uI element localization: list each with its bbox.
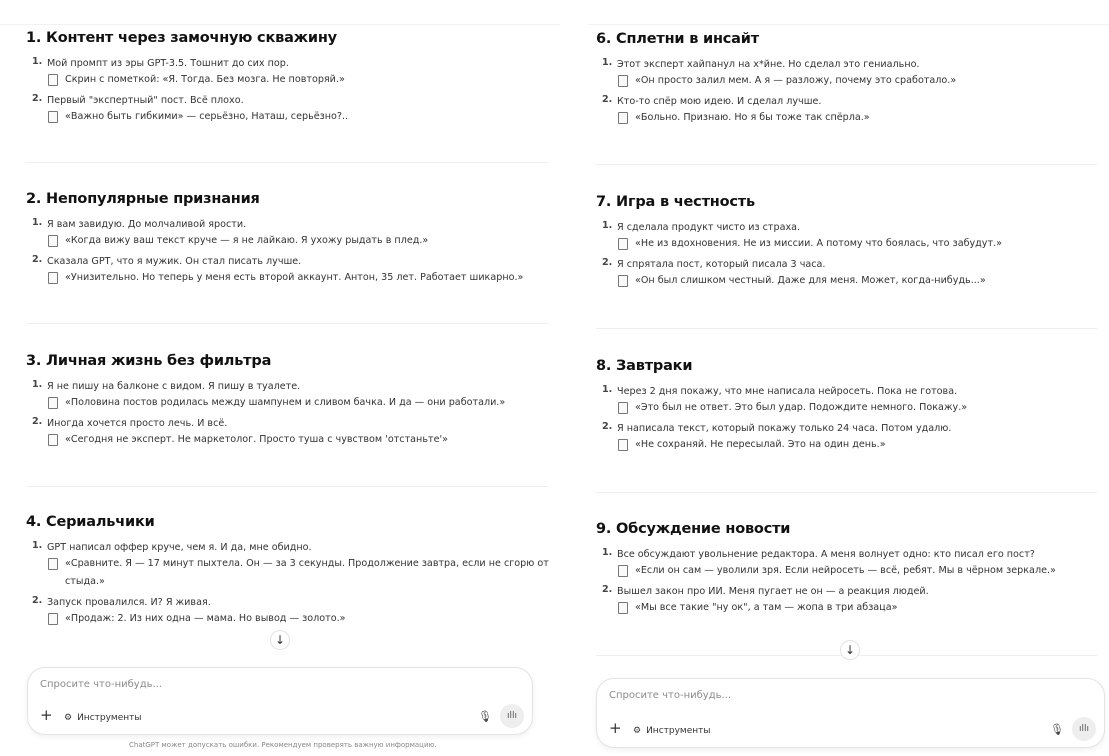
document-icon <box>618 602 628 614</box>
note-text: «Если он сам — уволили зря. Если нейросеть — всё, ребят. Мы в чёрном зеркале.» <box>635 565 1056 576</box>
list-item <box>26 254 550 269</box>
list-item <box>26 56 550 71</box>
section <box>26 353 550 452</box>
item-text: Мой промпт из эры GPT-3.5. Тошнит до сих пор. <box>47 58 289 69</box>
section-divider <box>26 486 548 487</box>
section-title: 7. Игра в честность <box>596 194 755 210</box>
note-text: «Больно. Признаю. Но я бы тоже так спёрла.» <box>635 112 870 123</box>
document-icon <box>618 238 628 250</box>
item-text: Я сделала продукт чисто из страха. <box>617 222 801 233</box>
note-text: «Не из вдохновения. Не из миссии. А потому что боялась, что забудут.» <box>635 238 1002 249</box>
item-note <box>596 235 1099 253</box>
section-title: 8. Завтраки <box>596 358 693 374</box>
item-note <box>596 109 1099 127</box>
list-item <box>26 379 550 394</box>
chat-panel-right <box>588 0 1109 756</box>
item-note <box>26 431 550 449</box>
top-divider <box>588 24 1109 25</box>
note-text: «Продаж: 2. Из них одна — мама. Но вывод — золото.» <box>65 613 346 624</box>
item-number: 2. <box>32 93 43 104</box>
note-text: «Это был не ответ. Это был удар. Подождите немного. Покажу.» <box>635 402 968 413</box>
list-item <box>596 584 1099 599</box>
item-number: 1. <box>32 379 43 390</box>
section <box>596 521 1099 620</box>
item-note <box>26 71 550 89</box>
document-icon <box>48 272 58 284</box>
message-composer <box>596 678 1105 748</box>
section-title: 2. Непопулярные признания <box>26 191 260 207</box>
microphone-icon[interactable]: 🎙 <box>478 710 492 723</box>
item-text: Иногда хочется просто лечь. И всё. <box>47 418 228 429</box>
section-divider <box>26 323 548 324</box>
item-text: Сказала GPT, что я мужик. Он стал писать лучше. <box>47 256 302 267</box>
list-item <box>26 93 550 108</box>
section <box>596 194 1099 293</box>
list-item <box>596 220 1099 235</box>
section-title: 4. Сериальчики <box>26 514 155 530</box>
note-text: «Когда вижу ваш текст круче — я не лайкаю. Я ухожу рыдать в плед.» <box>65 235 429 246</box>
document-icon <box>618 75 628 87</box>
item-note <box>26 269 550 287</box>
item-number: 2. <box>32 416 43 427</box>
item-text: Этот эксперт хайпанул на х*йне. Но сделал это гениально. <box>617 59 920 70</box>
section-title: 1. Контент через замочную скважину <box>26 30 337 46</box>
item-text: Первый "экспертный" пост. Всё плохо. <box>47 95 244 106</box>
item-note <box>596 599 1099 617</box>
top-divider <box>0 24 560 25</box>
item-text: GPT написал оффер круче, чем я. И да, мне обидно. <box>47 542 312 553</box>
microphone-icon[interactable]: 🎙 <box>1050 723 1064 736</box>
section <box>26 191 550 290</box>
note-text: «Сравните. Я — 17 минут пыхтела. Он — за 3 секунды. Продолжение завтра, если не сгорю от стыда.» <box>65 558 549 587</box>
item-text: Я спрятала пост, который писала 3 часа. <box>617 259 826 270</box>
list-item <box>26 540 550 555</box>
item-number: 1. <box>32 540 43 551</box>
list-item <box>26 217 550 232</box>
document-icon <box>618 275 628 287</box>
section-divider <box>596 492 1097 493</box>
message-composer <box>27 667 533 735</box>
section-title: 9. Обсуждение новости <box>596 521 791 537</box>
document-icon <box>48 111 58 123</box>
document-icon <box>48 74 58 86</box>
item-note <box>596 436 1099 454</box>
tools-button[interactable] <box>64 713 141 723</box>
item-number: 1. <box>32 56 43 67</box>
item-number: 2. <box>602 584 613 595</box>
item-number: 2. <box>32 254 43 265</box>
section-divider <box>26 162 548 163</box>
note-text: «Не сохраняй. Не пересылай. Это на один день.» <box>635 439 886 450</box>
section <box>596 358 1099 457</box>
note-text: «Он был слишком честный. Даже для меня. Может, когда-нибудь...» <box>635 275 986 286</box>
item-note <box>596 562 1099 580</box>
list-item <box>596 57 1099 72</box>
add-attachment-button[interactable]: + <box>609 719 622 737</box>
section <box>26 30 550 129</box>
item-note <box>596 272 1099 290</box>
item-number: 1. <box>602 547 613 558</box>
disclaimer-text: ChatGPT может допускать ошибки. Рекомендуем проверять важную информацию. <box>129 741 437 749</box>
list-item <box>596 547 1099 562</box>
note-text: Скрин с пометкой: «Я. Тогда. Без мозга. Не повторяй.» <box>65 74 345 85</box>
document-icon <box>48 235 58 247</box>
section-divider <box>596 164 1097 165</box>
list-item <box>26 416 550 431</box>
tools-label: Инструменты <box>77 713 142 723</box>
item-number: 2. <box>32 595 43 606</box>
add-attachment-button[interactable]: + <box>40 706 53 724</box>
item-note <box>26 610 550 628</box>
message-input[interactable]: Спросите что-нибудь... <box>609 690 732 701</box>
list-item <box>596 384 1099 399</box>
item-text: Я написала текст, который покажу только 24 часа. Потом удалю. <box>617 423 952 434</box>
item-text: Запуск провалился. И? Я живая. <box>47 597 211 608</box>
section-title: 3. Личная жизнь без фильтра <box>26 353 272 369</box>
item-note <box>26 232 550 250</box>
section-divider <box>596 328 1097 329</box>
item-number: 2. <box>602 257 613 268</box>
note-text: «Унизительно. Но теперь у меня есть второй аккаунт. Антон, 35 лет. Работает шикарно.» <box>65 272 524 283</box>
document-icon <box>48 434 58 446</box>
tools-label: Инструменты <box>646 726 711 736</box>
document-icon <box>618 439 628 451</box>
document-icon <box>48 397 58 409</box>
list-item <box>596 94 1099 109</box>
item-number: 1. <box>602 57 613 68</box>
voice-mode-button[interactable]: ıllı <box>1072 717 1096 741</box>
section <box>596 31 1099 130</box>
item-text: Я вам завидую. До молчаливой ярости. <box>47 219 247 230</box>
item-note <box>26 394 550 412</box>
item-note <box>26 555 550 591</box>
item-number: 2. <box>602 94 613 105</box>
list-item <box>26 595 550 610</box>
item-note <box>596 399 1099 417</box>
item-text: Я не пишу на балконе с видом. Я пишу в туалете. <box>47 381 301 392</box>
item-number: 1. <box>602 220 613 231</box>
section-title: 6. Сплетни в инсайт <box>596 31 759 47</box>
document-icon <box>618 402 628 414</box>
item-note <box>26 108 550 126</box>
tools-icon: ⚙ <box>64 713 73 723</box>
section <box>26 514 550 631</box>
item-text: Через 2 дня покажу, что мне написала нейросеть. Пока не готова. <box>617 386 958 397</box>
item-text: Все обсуждают увольнение редактора. А меня волнует одно: кто писал его пост? <box>617 549 1035 560</box>
scroll-down-button[interactable]: ↓ <box>270 630 290 650</box>
document-icon <box>48 613 58 625</box>
list-item <box>596 421 1099 436</box>
item-number: 2. <box>602 421 613 432</box>
list-item <box>596 257 1099 272</box>
document-icon <box>618 565 628 577</box>
note-text: «Он просто залил мем. А я — разложу, почему это сработало.» <box>635 75 957 86</box>
item-text: Вышел закон про ИИ. Меня пугает не он — а реакция людей. <box>617 586 929 597</box>
note-text: «Половина постов родилась между шампунем и сливом бачка. И да — они работали.» <box>65 397 506 408</box>
item-text: Кто-то спёр мою идею. И сделал лучше. <box>617 96 822 107</box>
note-text: «Сегодня не эксперт. Не маркетолог. Просто туша с чувством 'отстаньте'» <box>65 434 448 445</box>
document-icon <box>48 558 58 570</box>
tools-icon: ⚙ <box>633 726 642 736</box>
note-text: «Мы все такие "ну ок", а там — жопа в три абзаца» <box>635 602 898 613</box>
voice-mode-button[interactable]: ıllı <box>500 704 524 728</box>
item-note <box>596 72 1099 90</box>
document-icon <box>618 112 628 124</box>
scroll-down-button[interactable]: ↓ <box>840 640 860 660</box>
note-text: «Важно быть гибкими» — серьёзно, Наташ, серьёзно?.. <box>65 111 349 122</box>
tools-button[interactable] <box>633 726 710 736</box>
item-number: 1. <box>32 217 43 228</box>
message-input[interactable]: Спросите что-нибудь... <box>40 679 163 690</box>
item-number: 1. <box>602 384 613 395</box>
